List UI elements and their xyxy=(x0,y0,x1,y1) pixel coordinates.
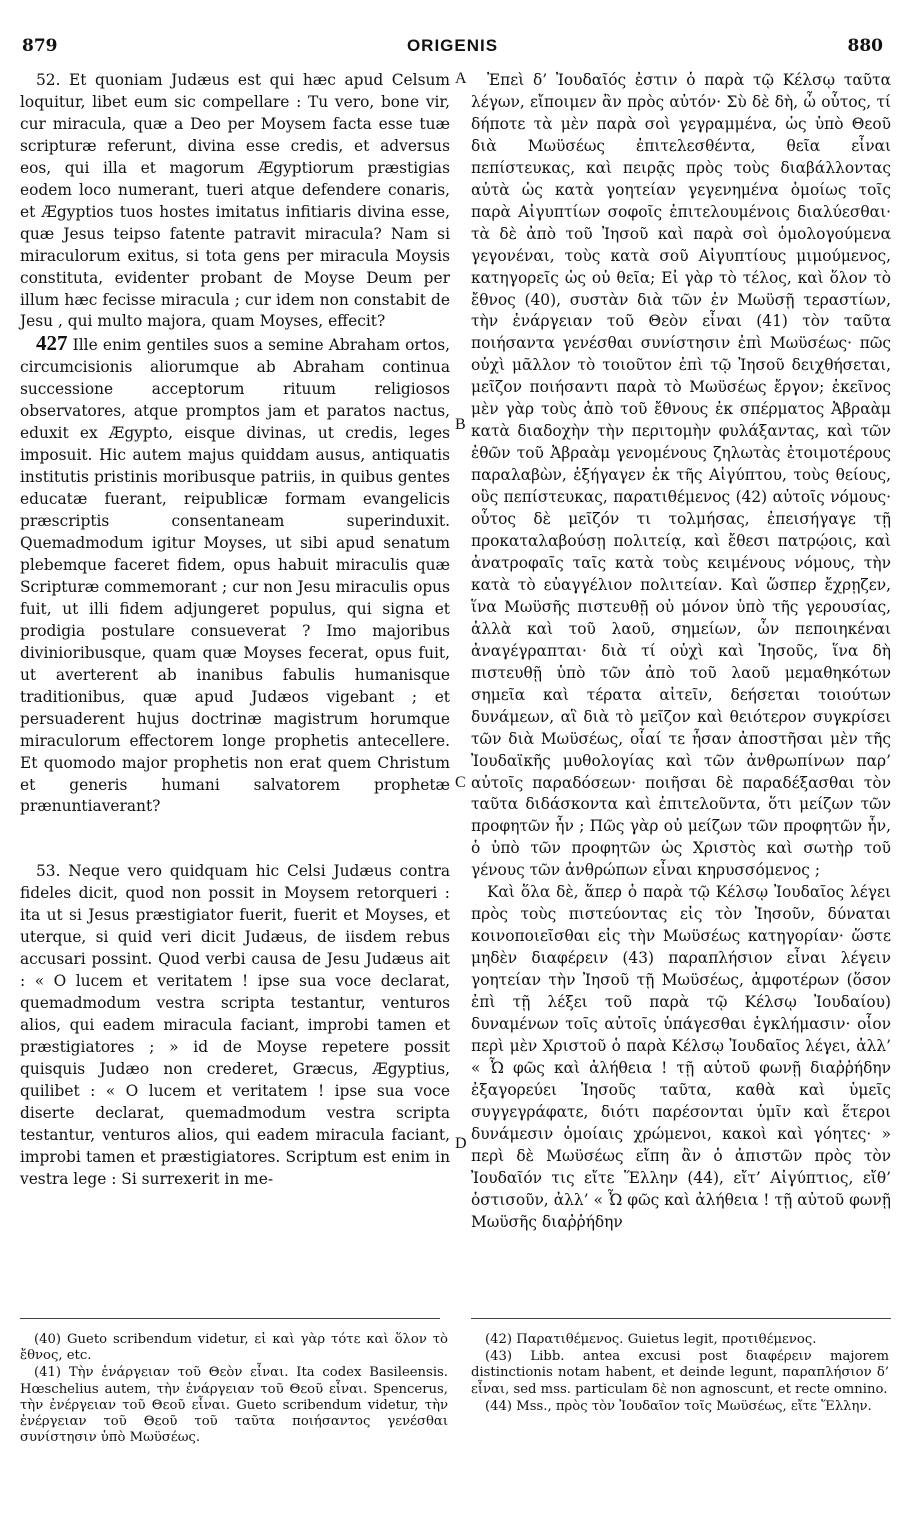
greek-paragraph-1: Ἐπεὶ δ’ Ἰουδαῖός ἐστιν ὁ παρὰ τῷ Κέλσῳ ταῦτα λέγων, εἴποιμεν ἂν πρὸς αὐτόν· Σὺ δὲ δὴ, ὦ οὗτος, τί δήποτε τὰ μὲν παρὰ σοὶ γεγραμμένα, ὡς ὑπὸ Θεοῦ διὰ Μωϋσέως ἐπιτελεσθέντα, θεῖα εἶναι πεπίστευκας, καὶ πειρᾷς πρὸς τοὺς διαβάλλοντας αὐτὰ ὡς κατὰ γοητείαν γεγενημένα ὁμοίως τοῖς παρὰ Αἰγυπτίων σοφοῖς ἐπιτελουμένοις διαλύεσθαι· τὰ δὲ ἀπὸ τοῦ Ἰησοῦ καὶ παρὰ σοὶ ὁμολογούμενα γεγονέναι, τοὺς κατὰ σοῦ Αἰγυπτίους μιμούμενος, κατηγορεῖς ὡς οὐ θεῖα; Εἰ γὰρ τὸ τέλος, καὶ ὅλον τὸ ἔθνος (40), συστὰν διὰ τῶν ἐν Μωϋσῇ τεραστίων, τὴν ἐνάργειαν τοῦ Θεὸν εἶναι (41) τὸν ταῦτα ποιήσαντα γενέσθαι συνίστησιν ἐπὶ Μωϋσέως· πῶς οὐχὶ μᾶλλον τὸ τοιοῦτον ἐπὶ τῷ Ἰησοῦ δειχθήσεται, μεῖζον ποιήσαντι παρὰ τὸ Μωϋσέως ἔργον; ἐκεῖνος μὲν γὰρ τοὺς ἀπὸ τοῦ ἔθνους ἐκ σπέρματος Ἀβραὰμ κατὰ διαδοχὴν τὴν περιτομὴν φυλάξαντας, καὶ τῶν ἐθῶν τοῦ Ἀβραὰμ γενομένους ζηλωτὰς ἑτοιμοτέρους παραλαβὼν, ἐξήγαγεν ἐκ τῆς Αἰγύπτου, τοὺς θείους, οὓς πεπίστευκας, παρατιθέμενος (42) αὐτοῖς νόμους· οὗτος δὲ μεῖζόν τι τολμήσας, ἐπεισήγαγε τῇ προκαταλαβούσῃ πολιτείᾳ, καὶ ἔθεσι πατρῴοις, καὶ ἀνατροφαῖς ταῖς κατὰ τοὺς κειμένους νόμους, τὴν κατὰ τὸ εὐαγγέλιον πολιτείαν. Καὶ ὥσπερ ἔχρῃζεν, ἵνα Μωϋσῆς πιστευθῇ οὐ μόνον ὑπὸ τῆς γερουσίας, ἀλλὰ καὶ τοῦ λαοῦ, σημείων, ὧν πεποιηκέναι ἀναγέγραπται· διὰ τί οὐχὶ καὶ Ἰησοῦς, ἵνα δὴ πιστευθῇ ὑπὸ τῶν ἀπὸ τοῦ λαοῦ μεμαθηκότων σημεῖα καὶ τέρατα αἰτεῖν, δεήσεται τοιούτων δυνάμεων, αἳ διὰ τὸ μεῖζον καὶ θειότερον συγκρίσει τῶν διὰ Μωϋσέως, οἷαί τε ἦσαν ἀποστῆσαι μὲν τῆς Ἰουδαϊκῆς μυθολογίας καὶ τῶν ἀνθρωπίνων παρ’ αὐτοῖς παραδόσεων· ποιῆσαι δὲ παραδέξασθαι τὸν ταῦτα διδάσκοντα καὶ ἐπιτελοῦντα, ὅτι μείζων τῶν προφητῶν ἦν ; Πῶς γὰρ οὐ μείζων τῶν προφητῶν ἦν, ὁ ὑπὸ τῶν προφητῶν ὡς Χριστὸς καὶ σωτὴρ τοῦ γένους τῶν ἀνθρώπων εἶναι κηρυσσόμενος ; xyxy=(471,71,891,880)
page-number-left: 879 xyxy=(22,36,58,56)
greek-column xyxy=(471,70,891,1332)
margin-letter-d: D xyxy=(455,1135,467,1152)
latin-paragraph-52b: Ille enim gentiles suos a semine Abraham ortos, circumcisionis aliorumque ab Abraham continua successione acceptorum rituum religiosos observatores, atque promptos jam et paratos nactus, eduxit ex Ægypto, eisque divinas, ut credis, leges imposuit. Hic autem majus quiddam ausus, antiquatis institutis pristinis moribusque patriis, in quibus gentes educatæ fuerant, reipublicæ formam evangelicis præscriptis consentaneam superinduxit. Quemadmodum igitur Moyses, ut sibi apud senatum plebemque faceret fidem, opus habuit miraculis quæ Scripturæ commemorant ; cur non Jesu miraculis opus fuit, ut illi fidem adjungeret populus, qui signa et prodigia postulare consueverat ? Imo majoribus divinioribusque, quam quæ Moyses fecerat, opus fuit, ut averterent ab inanibus fabulis humanisque traditionibus, quæ apud Judæos vigebant ; et persuaderent hujus doctrinæ magistrum horumque miraculorum effectorem longe prophetis antecellere. Et quomodo major prophetis non erat quem Christum et generis humani salvatorem prophetæ prænuntiaverant? xyxy=(20,336,450,816)
footnotes-right xyxy=(471,1332,889,1416)
latin-paragraph-52-cont xyxy=(20,333,450,818)
footnote-44: (44) Mss., πρὸς τὸν Ἰουδαῖον τοῖς Μωϋσέως, εἴτε Ἕλλην. xyxy=(485,1398,872,1414)
page-header xyxy=(0,8,905,56)
footnote-40: (40) Gueto scribendum videtur, εἰ καὶ γὰρ τότε καὶ ὅλον τὸ ἔθνος, etc. xyxy=(20,1332,448,1364)
margin-letter-a: A xyxy=(455,70,467,87)
running-title: ORIGENIS xyxy=(406,36,499,55)
latin-column xyxy=(20,70,450,1332)
footnotes-left xyxy=(20,1332,448,1447)
footnote-divider-right xyxy=(471,1318,891,1319)
page-number-right: 880 xyxy=(847,36,883,56)
latin-paragraph-53: 53. Neque vero quidquam hic Celsi Judæus contra fideles dicit, quod non possit in Moysem retorqueri : ita ut si Jesus præstigiator fuerit, fuerit et Moyses, et uterque, si quid veri dicit Judæus, de iisdem rebus accusari possint. Quod verbi causa de Jesu Judæus ait : « O lucem et veritatem ! ipse sua voce declarat, quemadmodum vestra scripta testantur, venturos alios, qui eadem miracula faciant, improbi tamen et præstigiatores ; » id de Moyse repetere possit quisquis Judæo non crederet, Græcus, Ægyptius, quilibet : « O lucem et veritatem ! ipse sua voce diserte declarat, quemadmodum vestra scripta testantur, venturos alios, qui eadem miracula faciant, improbi tamen et præstigiatores. Scriptum est enim in vestra lege : Si surrexerit in me- xyxy=(20,862,450,1188)
latin-paragraph-52: 52. Et quoniam Judæus est qui hæc apud Celsum loquitur, libet eum sic compellare : Tu vero, bone vir, cur miracula, quæ a Deo per Moysem facta esse tuæ scripturæ referunt, divina esse credis, et adversus eos, qui illa et magorum Ægyptiorum præstigias eodem loco numerant, tueri atque defendere conaris, et Ægyptios tuos hostes imitatus infitiaris divina esse, quæ Jesus teipso fatente patravit miracula? Nam si miraculorum exitus, si tota gens per miracula Moysis constituta, evidenter probant de Moyse Deum per illum hæc fecisse miracula ; cur idem non constabit de Jesu , qui multo majora, quam Moyses, effecit? xyxy=(20,71,450,331)
footnote-41: (41) Τὴν ἐνάργειαν τοῦ Θεὸν εἶναι. Ita codex Basileensis. Hœschelius autem, τὴν ἐνάργειαν τοῦ Θεοῦ εἶναι. Spencerus, τὴν ἐνέργειαν τοῦ Θεοῦ εἶναι. Gueto scribendum videtur, τὴν ἐνέργειαν τοῦ Θεοῦ τοῦ ταῦτα ποιήσαντος γενέσθαι συνίστησιν ὑπὸ Μωϋσέως. xyxy=(20,1365,448,1446)
margin-letter-c: C xyxy=(455,774,466,791)
margin-letter-b: B xyxy=(455,416,466,433)
greek-paragraph-2: Καὶ ὅλα δὲ, ἅπερ ὁ παρὰ τῷ Κέλσῳ Ἰουδαῖος λέγει πρὸς τοὺς πιστεύοντας εἰς τὸν Ἰησοῦν, δύναται κοινοποιεῖσθαι εἰς τὴν Μωϋσέως κατηγορίαν· ὥστε μηδὲν διαφέρειν (43) παραπλήσιον εἶναι λέγειν γοητείαν τὴν Ἰησοῦ τῇ Μωϋσέως, ἀμφοτέρων (ὅσον ἐπὶ τῇ λέξει τοῦ παρὰ τῷ Κέλσῳ Ἰουδαίου) δυναμένων τοῖς αὐτοῖς ὑπάγεσθαι ἐγκλήμασιν· οἷον περὶ μὲν Χριστοῦ ὁ παρὰ Κέλσῳ Ἰουδαῖος λέγει, ἀλλ’ « Ὦ φῶς καὶ ἀλήθεια ! τῇ αὐτοῦ φωνῇ διαῤῥήδην ἐξαγορεύει Ἰησοῦς ταῦτα, καθὰ καὶ ὑμεῖς συγγεγράφατε, διότι παρέσονται ὑμῖν καὶ ἕτεροι δυνάμεσιν ὁμοίαις χρώμενοι, κακοὶ καὶ γόητες· » περὶ δὲ Μωϋσέως εἴπη ἂν ὁ ἀπιστῶν πρὸς τὸν Ἰουδαῖόν τις εἴτε Ἕλλην (44), εἴτ’ Αἰγύπτιος, εἴθ’ ὁστισοῦν, ἀλλ’ « Ὦ φῶς καὶ ἀλήθεια ! τῇ αὐτοῦ φωνῇ Μωϋσῆς διαῤῥήδην xyxy=(471,883,891,1231)
footnote-43: (43) Libb. antea excusi post διαφέρειν majorem distinctionis notam habent, et deinde legunt, παραπλήσιον δ’ εἶναι, sed mss. particulam δὲ non agnoscunt, et recte omnino. xyxy=(471,1349,889,1397)
column-number: 427 xyxy=(36,331,68,356)
footnote-42: (42) Παρατιθέμενος. Guietus legit, προτιθέμενος. xyxy=(485,1332,817,1347)
footnote-divider-left xyxy=(20,1318,440,1319)
